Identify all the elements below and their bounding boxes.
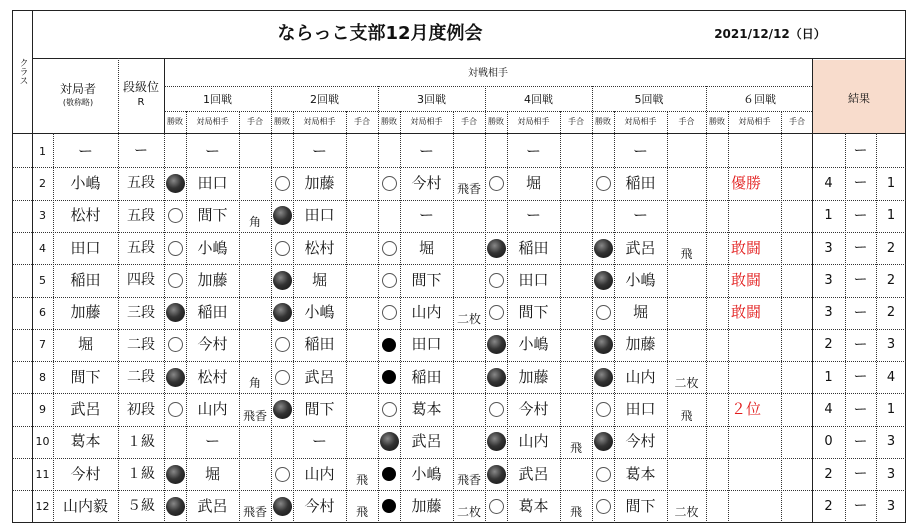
player-name: 加藤 bbox=[70, 303, 101, 322]
opponent-name: 葛本 bbox=[625, 464, 656, 483]
sub-header: 勝敗 bbox=[167, 117, 183, 126]
opponent-name: ー bbox=[311, 141, 327, 160]
opponent-name: 加藤 bbox=[518, 367, 549, 386]
score-dash: ー bbox=[853, 466, 868, 483]
opponent-name: 武呂 bbox=[304, 367, 335, 386]
player-rank: ５級 bbox=[127, 498, 155, 515]
handicap: 飛香 bbox=[242, 505, 267, 520]
loss-mark bbox=[594, 368, 613, 387]
win-mark bbox=[382, 273, 397, 288]
handicap bbox=[239, 232, 271, 264]
opponent-name: ー bbox=[311, 432, 327, 451]
opponent-name: 堀 bbox=[632, 303, 648, 322]
handicap bbox=[560, 232, 592, 264]
player-name: 葛本 bbox=[70, 432, 101, 451]
round-header: 4回戦 bbox=[524, 92, 553, 106]
losses: 2 bbox=[886, 272, 896, 288]
opponent-name: 山内 bbox=[304, 464, 335, 483]
score-dash: ー bbox=[853, 175, 868, 192]
sub-header: 勝敗 bbox=[595, 117, 611, 126]
opponent-name: 武呂 bbox=[197, 496, 228, 515]
loss-mark bbox=[273, 271, 292, 290]
award bbox=[706, 490, 786, 522]
loss-mark bbox=[273, 400, 292, 419]
handicap bbox=[667, 426, 706, 458]
player-rank: １級 bbox=[127, 466, 155, 483]
opponent-name: 武呂 bbox=[411, 432, 442, 451]
award bbox=[706, 200, 786, 232]
score-dash: ー bbox=[853, 498, 868, 515]
award: 優勝 bbox=[730, 173, 761, 192]
opponent-name: 山内 bbox=[197, 400, 228, 419]
handicap bbox=[346, 393, 378, 425]
opponent-name: 田口 bbox=[197, 173, 228, 192]
win-mark bbox=[275, 337, 290, 352]
handicap bbox=[560, 167, 592, 199]
opponent-name: ー bbox=[204, 432, 220, 451]
opponent-name: 田口 bbox=[625, 400, 656, 419]
handicap bbox=[346, 264, 378, 296]
opponent-name: 小嶋 bbox=[304, 303, 335, 322]
row-number: 9 bbox=[39, 403, 46, 417]
row-number: 4 bbox=[39, 241, 46, 255]
handicap bbox=[667, 200, 706, 232]
opponent-name: ー bbox=[525, 141, 541, 160]
handicap bbox=[560, 329, 592, 361]
handicap bbox=[239, 329, 271, 361]
score-dash: ー bbox=[853, 143, 868, 160]
wins: 3 bbox=[824, 272, 833, 288]
opponent-name: 小嶋 bbox=[625, 270, 656, 289]
loss-mark bbox=[273, 497, 292, 516]
handicap bbox=[346, 232, 378, 264]
opponent-name: 稲田 bbox=[197, 303, 228, 322]
opponent-name: 間下 bbox=[625, 496, 656, 515]
player-name: 間下 bbox=[70, 367, 101, 386]
loss-mark bbox=[166, 497, 185, 516]
loss-mark bbox=[487, 335, 506, 354]
handicap bbox=[667, 329, 706, 361]
losses: 3 bbox=[886, 498, 896, 514]
loss-mark bbox=[487, 239, 506, 258]
handicap: 飛 bbox=[680, 408, 693, 423]
player-header: 対局者 bbox=[59, 82, 96, 96]
row-number: 7 bbox=[39, 338, 46, 352]
sub-header: 勝敗 bbox=[274, 117, 290, 126]
loss-mark bbox=[487, 432, 506, 451]
loss-mark bbox=[166, 303, 185, 322]
opponent-name: 今村 bbox=[625, 432, 656, 451]
sub-header: 手合 bbox=[461, 117, 477, 126]
wins: 2 bbox=[824, 498, 833, 514]
handicap: 飛香 bbox=[456, 473, 481, 488]
title: ならっこ支部12月度例会 bbox=[277, 23, 483, 44]
opponent-name: 加藤 bbox=[411, 496, 442, 515]
opponent-name: 加藤 bbox=[625, 335, 656, 354]
handicap bbox=[346, 426, 378, 458]
win-mark bbox=[382, 176, 397, 191]
sub-header: 対局相手 bbox=[196, 117, 229, 126]
award: 敢闘 bbox=[730, 303, 761, 322]
row-number: 6 bbox=[39, 306, 46, 320]
row-number: 11 bbox=[35, 467, 50, 481]
player-name: 松村 bbox=[70, 206, 101, 225]
win-mark bbox=[489, 273, 504, 288]
win-mark bbox=[382, 241, 397, 256]
row-number: 12 bbox=[35, 499, 50, 513]
class-label: クラス bbox=[17, 58, 28, 85]
loss-mark bbox=[594, 432, 613, 451]
award bbox=[706, 426, 786, 458]
opponent-name: 間下 bbox=[411, 270, 442, 289]
opponent-name: 武呂 bbox=[518, 464, 549, 483]
handicap: 二枚 bbox=[674, 376, 699, 391]
row-number: 5 bbox=[39, 273, 46, 287]
loss-mark bbox=[594, 335, 613, 354]
player-name: 稲田 bbox=[70, 270, 101, 289]
player-rank: １級 bbox=[127, 433, 155, 450]
opponent-name: 松村 bbox=[197, 367, 228, 386]
handicap: 飛 bbox=[355, 473, 368, 488]
round-header: ６回戦 bbox=[743, 92, 776, 106]
losses: 1 bbox=[886, 208, 896, 224]
handicap bbox=[453, 329, 485, 361]
opponent-name: ー bbox=[525, 206, 541, 225]
score-dash: ー bbox=[853, 401, 868, 418]
opponent-name: 加藤 bbox=[304, 173, 335, 192]
player-rank: ー bbox=[134, 143, 148, 160]
award: ２位 bbox=[730, 400, 761, 419]
opponent-name: 田口 bbox=[304, 206, 335, 225]
opponent-name: 堀 bbox=[525, 173, 541, 192]
win-mark bbox=[596, 499, 611, 514]
losses: 3 bbox=[886, 434, 896, 450]
handicap bbox=[239, 426, 271, 458]
handicap bbox=[667, 264, 706, 296]
opponent-name: 加藤 bbox=[197, 270, 228, 289]
grid-line bbox=[12, 133, 906, 134]
handicap bbox=[239, 297, 271, 329]
handicap: 飛香 bbox=[456, 182, 481, 197]
handicap bbox=[560, 200, 592, 232]
award bbox=[706, 329, 786, 361]
honorific-label: (敬称略) bbox=[62, 98, 94, 107]
handicap: 飛 bbox=[569, 505, 582, 520]
sub-header: 勝敗 bbox=[381, 117, 397, 126]
score-dash: ー bbox=[853, 207, 868, 224]
wins: 1 bbox=[824, 208, 833, 224]
loss-mark bbox=[594, 271, 613, 290]
player-rank: 二段 bbox=[127, 336, 155, 353]
wins: 1 bbox=[824, 369, 833, 385]
win-mark bbox=[596, 467, 611, 482]
win-mark bbox=[382, 402, 397, 417]
score-dash: ー bbox=[853, 369, 868, 386]
win-mark bbox=[168, 337, 183, 352]
award bbox=[706, 458, 786, 490]
opponent-name: 稲田 bbox=[625, 173, 656, 192]
handicap bbox=[239, 264, 271, 296]
player-rank: 五段 bbox=[127, 207, 155, 224]
opponent-name: 稲田 bbox=[304, 335, 335, 354]
score-dash: ー bbox=[853, 240, 868, 257]
player-name: 今村 bbox=[70, 464, 101, 483]
player-rank: 四段 bbox=[127, 272, 155, 289]
opponent-name: 間下 bbox=[304, 400, 335, 419]
win-mark bbox=[489, 499, 504, 514]
win-mark bbox=[275, 467, 290, 482]
win-mark bbox=[596, 305, 611, 320]
award bbox=[706, 135, 786, 167]
win-mark bbox=[489, 176, 504, 191]
opponent-name: ー bbox=[632, 141, 648, 160]
win-mark bbox=[275, 176, 290, 191]
sub-header: 手合 bbox=[247, 117, 263, 126]
row-number: 3 bbox=[39, 209, 46, 223]
handicap bbox=[560, 361, 592, 393]
win-mark bbox=[382, 305, 397, 320]
opponent-name: 田口 bbox=[518, 270, 549, 289]
loss-mark bbox=[166, 174, 185, 193]
opponent-name: 小嶋 bbox=[518, 335, 549, 354]
handicap bbox=[346, 361, 378, 393]
opponent-name: 稲田 bbox=[411, 367, 442, 386]
opponent-name: 小嶋 bbox=[197, 238, 228, 257]
wins: 2 bbox=[824, 466, 833, 482]
handicap bbox=[453, 426, 485, 458]
date: 2021/12/12（日） bbox=[714, 27, 826, 41]
opponent-name: 今村 bbox=[304, 496, 335, 515]
opponent-name: 松村 bbox=[304, 238, 335, 257]
sub-header: 勝敗 bbox=[488, 117, 504, 126]
losses: 1 bbox=[886, 175, 896, 191]
row-number: 1 bbox=[39, 144, 46, 158]
player-rank: 五段 bbox=[127, 175, 155, 192]
sub-header: 手合 bbox=[678, 117, 695, 126]
handicap bbox=[667, 167, 706, 199]
score-dash: ー bbox=[853, 272, 868, 289]
losses: 3 bbox=[886, 466, 896, 482]
player-rank: 三段 bbox=[127, 304, 155, 321]
win-mark bbox=[275, 241, 290, 256]
wins: 0 bbox=[824, 434, 833, 450]
wins: 4 bbox=[824, 402, 833, 418]
handicap bbox=[453, 264, 485, 296]
handicap bbox=[667, 297, 706, 329]
handicap bbox=[667, 458, 706, 490]
win-mark bbox=[596, 402, 611, 417]
player-name: 田口 bbox=[70, 238, 101, 257]
opponent-name: 小嶋 bbox=[411, 464, 442, 483]
handicap bbox=[346, 135, 378, 167]
player-name: 堀 bbox=[77, 335, 93, 354]
opponent-name: 山内 bbox=[411, 303, 442, 322]
opponent-name: 葛本 bbox=[411, 400, 442, 419]
score-dash: ー bbox=[853, 433, 868, 450]
sub-header: 対局相手 bbox=[624, 117, 657, 126]
loss-mark bbox=[594, 239, 613, 258]
wins: 4 bbox=[824, 175, 833, 191]
losses: 2 bbox=[886, 305, 896, 321]
result-header: 結果 bbox=[848, 91, 870, 105]
losses: 1 bbox=[886, 402, 896, 418]
handicap: 二枚 bbox=[456, 311, 481, 326]
handicap: 角 bbox=[248, 214, 261, 229]
handicap bbox=[239, 167, 271, 199]
loss-mark bbox=[487, 465, 506, 484]
player-name: 武呂 bbox=[70, 400, 101, 419]
award: 敢闘 bbox=[730, 238, 761, 257]
loss-mark bbox=[273, 206, 292, 225]
opponent-name: ー bbox=[418, 206, 434, 225]
losses: 4 bbox=[886, 369, 896, 385]
handicap bbox=[560, 393, 592, 425]
win-mark bbox=[596, 176, 611, 191]
wins: 2 bbox=[824, 337, 833, 353]
handicap bbox=[453, 135, 485, 167]
loss-mark bbox=[166, 465, 185, 484]
sub-header: 手合 bbox=[789, 117, 805, 126]
sub-header: 対局相手 bbox=[517, 117, 550, 126]
win-mark bbox=[168, 208, 183, 223]
rating-header: R bbox=[137, 97, 145, 108]
round-header: 2回戦 bbox=[310, 92, 339, 106]
opponents-header: 対戦相手 bbox=[468, 68, 508, 79]
handicap: 飛 bbox=[680, 247, 693, 262]
handicap: 飛 bbox=[569, 440, 582, 455]
win-mark bbox=[489, 402, 504, 417]
handicap bbox=[667, 135, 706, 167]
handicap bbox=[239, 135, 271, 167]
handicap bbox=[453, 393, 485, 425]
handicap: 二枚 bbox=[674, 505, 699, 520]
opponent-name: 稲田 bbox=[518, 238, 549, 257]
handicap: 飛 bbox=[355, 505, 368, 520]
opponent-name: 今村 bbox=[411, 173, 442, 192]
round-header: 5回戦 bbox=[634, 92, 664, 106]
handicap bbox=[453, 361, 485, 393]
handicap bbox=[560, 458, 592, 490]
handicap bbox=[346, 329, 378, 361]
player-name: ー bbox=[77, 141, 93, 160]
sub-header: 対局相手 bbox=[303, 117, 336, 126]
sub-header: 勝敗 bbox=[709, 117, 725, 126]
round-header: 3回戦 bbox=[417, 92, 446, 106]
handicap bbox=[346, 297, 378, 329]
row-number: 8 bbox=[39, 370, 46, 384]
losses bbox=[876, 135, 906, 167]
loss-mark bbox=[382, 338, 396, 352]
opponent-name: 堀 bbox=[311, 270, 327, 289]
wins bbox=[812, 135, 845, 167]
loss-mark bbox=[487, 368, 506, 387]
win-mark bbox=[168, 402, 183, 417]
win-mark bbox=[168, 273, 183, 288]
wins: 3 bbox=[824, 305, 833, 321]
row-number: 2 bbox=[39, 176, 46, 190]
loss-mark bbox=[273, 303, 292, 322]
win-mark bbox=[275, 370, 290, 385]
losses: 3 bbox=[886, 337, 896, 353]
dan-header: 段級位 bbox=[122, 80, 159, 94]
round-header: 1回戦 bbox=[203, 92, 232, 106]
loss-mark bbox=[380, 432, 399, 451]
opponent-name: 堀 bbox=[204, 464, 220, 483]
sub-header: 手合 bbox=[568, 117, 584, 126]
score-dash: ー bbox=[853, 336, 868, 353]
opponent-name: ー bbox=[204, 141, 220, 160]
loss-mark bbox=[166, 368, 185, 387]
opponent-name: 今村 bbox=[197, 335, 228, 354]
opponent-name: 今村 bbox=[518, 400, 549, 419]
player-rank: 二段 bbox=[127, 369, 155, 386]
score-dash: ー bbox=[853, 304, 868, 321]
award bbox=[706, 361, 786, 393]
win-mark bbox=[489, 305, 504, 320]
player-name: 山内毅 bbox=[62, 496, 108, 515]
handicap bbox=[346, 167, 378, 199]
opponent-name: 堀 bbox=[418, 238, 434, 257]
handicap: 角 bbox=[248, 376, 261, 391]
sub-header: 対局相手 bbox=[738, 117, 771, 126]
opponent-name: ー bbox=[632, 206, 648, 225]
sub-header: 対局相手 bbox=[410, 117, 443, 126]
opponent-name: 田口 bbox=[411, 335, 442, 354]
losses: 2 bbox=[886, 240, 896, 256]
handicap bbox=[453, 200, 485, 232]
wins: 3 bbox=[824, 240, 833, 256]
opponent-name: ー bbox=[418, 141, 434, 160]
handicap bbox=[346, 200, 378, 232]
opponent-name: 山内 bbox=[518, 432, 549, 451]
opponent-name: 間下 bbox=[197, 206, 228, 225]
handicap: 二枚 bbox=[456, 505, 481, 520]
opponent-name: 葛本 bbox=[518, 496, 549, 515]
handicap bbox=[560, 135, 592, 167]
opponent-name: 武呂 bbox=[625, 238, 656, 257]
opponent-name: 山内 bbox=[625, 367, 656, 386]
opponent-name: 間下 bbox=[518, 303, 549, 322]
player-name: 小嶋 bbox=[70, 173, 101, 192]
player-rank: 五段 bbox=[127, 240, 155, 257]
handicap bbox=[560, 264, 592, 296]
player-rank: 初段 bbox=[127, 401, 155, 418]
award: 敢闘 bbox=[730, 270, 761, 289]
handicap bbox=[239, 458, 271, 490]
handicap bbox=[560, 297, 592, 329]
win-mark bbox=[168, 241, 183, 256]
handicap: 飛香 bbox=[242, 408, 267, 423]
row-number: 10 bbox=[35, 435, 50, 449]
sub-header: 手合 bbox=[354, 117, 370, 126]
handicap bbox=[453, 232, 485, 264]
